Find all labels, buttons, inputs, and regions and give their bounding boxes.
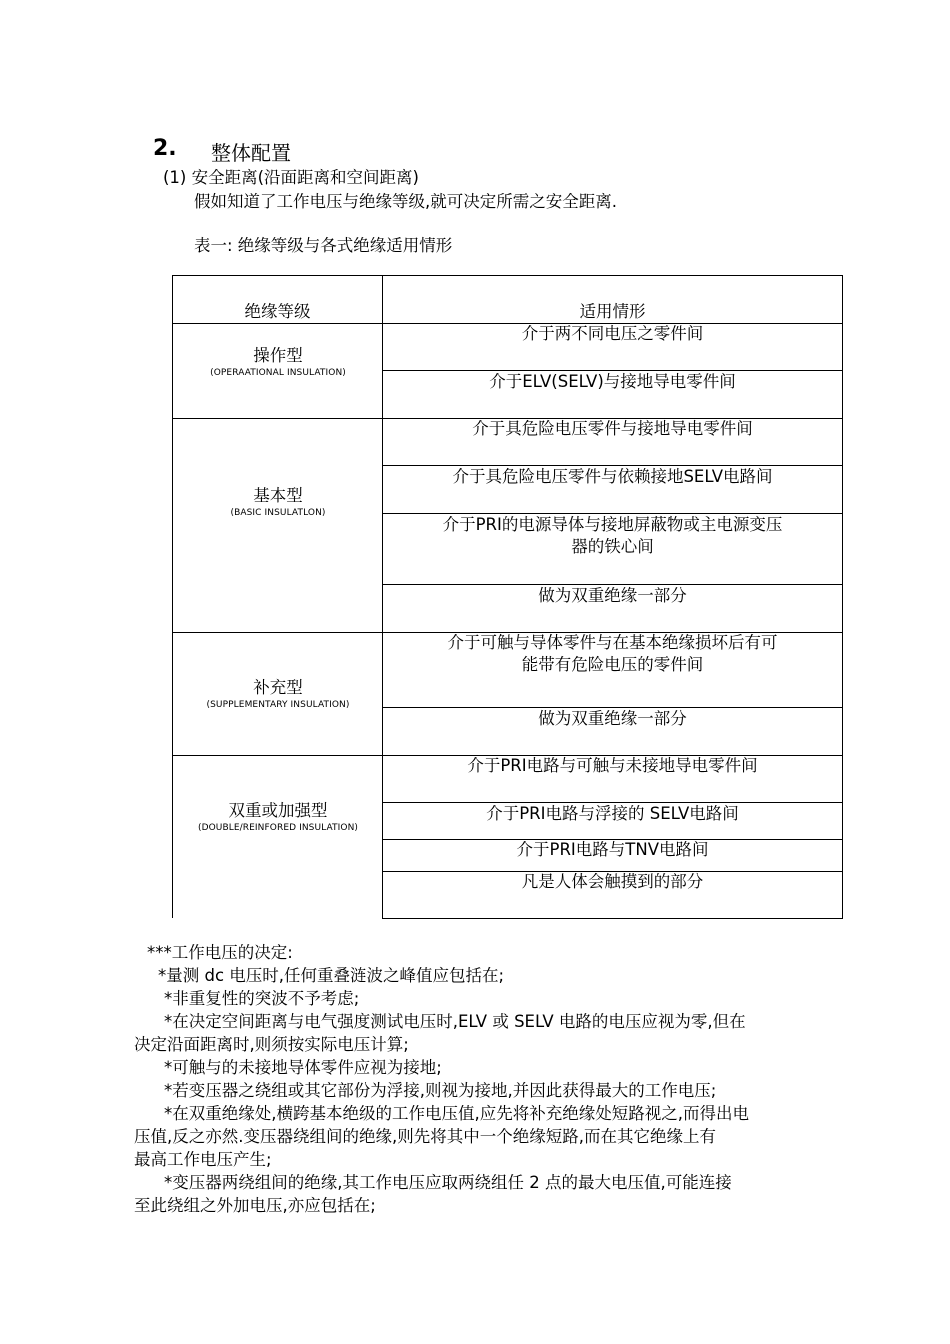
- table-cell: 介于ELV(SELV)与接地导电零件间: [489, 372, 736, 391]
- category-english: (BASIC INSULATLON): [230, 508, 326, 518]
- section-title: 整体配置: [211, 141, 291, 165]
- note-line: 决定沿面距离时,则须按实际电压计算;: [134, 1035, 409, 1054]
- category-english: (OPERAATIONAL INSULATION): [210, 368, 346, 378]
- table-cell: 做为双重绝缘一部分: [538, 586, 687, 605]
- category-supplementary: [173, 677, 383, 711]
- table-border-bottom: [382, 918, 843, 919]
- table-cell: 介于可触与导体零件与在基本绝缘损坏后有可 能带有危险电压的零件间: [447, 633, 778, 674]
- table-caption: 表一: 绝缘等级与各式绝缘适用情形: [194, 236, 453, 255]
- table-cell: 介于PRI电路与浮接的 SELV电路间: [486, 804, 739, 823]
- note-line: 最高工作电压产生;: [134, 1150, 272, 1169]
- table-cell: 介于PRI的电源导体与接地屏蔽物或主电源变压 器的铁心间: [442, 515, 783, 556]
- category-name: 补充型: [253, 678, 303, 697]
- category-english: (SUPPLEMENTARY INSULATION): [206, 700, 350, 710]
- note-line: *量测 dc 电压时,任何重叠涟波之峰值应包括在;: [158, 966, 505, 985]
- table-border-top: [172, 275, 843, 276]
- header-application: 适用情形: [579, 302, 646, 321]
- table-cell: 介于PRI电路与可触与未接地导电零件间: [467, 756, 758, 775]
- table-cell: 介于具危险电压零件与接地导电零件间: [472, 419, 753, 438]
- table-cell: 介于PRI电路与TNV电路间: [516, 840, 709, 859]
- note-line: *非重复性的突波不予考虑;: [164, 989, 360, 1008]
- note-line: 至此绕组之外加电压,亦应包括在;: [134, 1196, 376, 1215]
- table-cell: 做为双重绝缘一部分: [538, 709, 687, 728]
- note-line: *若变压器之绕组或其它部份为浮接,则视为接地,并因此获得最大的工作电压;: [164, 1081, 717, 1100]
- category-name: 操作型: [253, 346, 303, 365]
- note-line: 压值,反之亦然.变压器绕组间的绝缘,则先将其中一个绝缘短路,而在其它绝缘上有: [134, 1127, 716, 1146]
- category-operational: [173, 345, 383, 379]
- category-double-reinforced: [173, 800, 383, 834]
- note-line: *变压器两绕组间的绝缘,其工作电压应取两绕组任 2 点的最大电压值,可能连接: [164, 1173, 732, 1192]
- category-english: (DOUBLE/REINFORED INSULATION): [197, 823, 359, 833]
- header-insulation-class: 绝缘等级: [244, 302, 311, 321]
- subsection-title: (1) 安全距离(沿面距离和空间距离): [163, 168, 419, 187]
- category-name: 双重或加强型: [228, 801, 328, 820]
- table-cell: 介于两不同电压之零件间: [521, 324, 704, 343]
- notes-heading: ***工作电压的决定:: [147, 943, 293, 962]
- note-line: *在双重绝缘处,横跨基本绝级的工作电压值,应先将补充绝缘处短路视之,而得出电: [164, 1104, 749, 1123]
- table-cell: 凡是人体会触摸到的部分: [521, 872, 704, 891]
- note-line: *在决定空间距离与电气强度测试电压时,ELV 或 SELV 电路的电压应视为零,但在: [164, 1012, 746, 1031]
- table-border-right: [842, 275, 843, 918]
- category-basic: [173, 485, 383, 519]
- table-cell: 介于具危险电压零件与依赖接地SELV电路间: [452, 467, 773, 486]
- category-name: 基本型: [253, 486, 303, 505]
- note-line: *可触与的未接地导体零件应视为接地;: [164, 1058, 442, 1077]
- intro-paragraph: 假如知道了工作电压与绝缘等级,就可决定所需之安全距离.: [194, 192, 617, 211]
- section-number: 2.: [153, 136, 177, 161]
